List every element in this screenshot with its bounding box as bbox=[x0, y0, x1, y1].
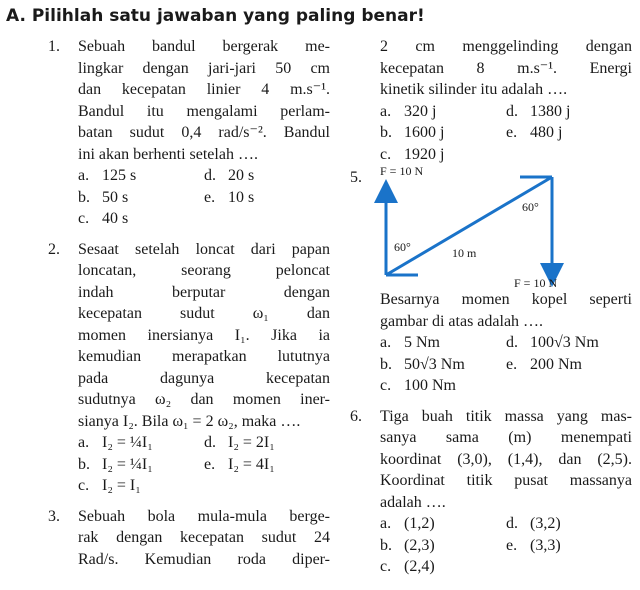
option-d[interactable] bbox=[506, 332, 632, 354]
question-text bbox=[346, 289, 632, 332]
couple-diagram bbox=[338, 167, 632, 289]
option-c[interactable] bbox=[380, 556, 506, 578]
text-line: 2 cm menggelinding dengan bbox=[380, 38, 632, 55]
text-line: kecepatan sudut ω₁ dan bbox=[78, 305, 330, 322]
option-letter: c. bbox=[380, 377, 392, 394]
option-text: I₂ = 2I₁ bbox=[228, 434, 275, 451]
text-line: sianya I₂. Bila ω₁ = 2 ω₂, maka …. bbox=[78, 412, 301, 430]
answer-options bbox=[78, 432, 330, 497]
option-b[interactable] bbox=[380, 354, 506, 376]
text-line: lingkar dengan jari-jari 50 cm bbox=[78, 59, 330, 77]
angle-left-label: 60° bbox=[394, 240, 411, 254]
text-line: kemudian merapatkan lututnya bbox=[78, 348, 330, 365]
option-letter: d. bbox=[204, 434, 216, 451]
text-line: sudutnya ω₂ dan momen iner- bbox=[78, 391, 330, 408]
option-letter: e. bbox=[506, 355, 518, 373]
option-text: 100√3 Nm bbox=[530, 334, 599, 351]
text-line: loncatan, seorang peloncat bbox=[78, 262, 330, 279]
question-text bbox=[78, 506, 330, 571]
text-line: Bandul itu mengalami perlam- bbox=[78, 102, 330, 120]
option-text: I₂ = ¼I₁ bbox=[102, 455, 153, 473]
question-1 bbox=[40, 36, 330, 230]
beam-line bbox=[386, 177, 552, 275]
option-text: 1920 j bbox=[404, 145, 445, 163]
option-a[interactable] bbox=[78, 432, 204, 454]
option-text: (2,4) bbox=[404, 558, 435, 575]
question-number: 2. bbox=[48, 240, 60, 258]
question-text bbox=[78, 239, 330, 433]
option-letter: b. bbox=[78, 188, 90, 206]
option-text: 50 s bbox=[102, 188, 129, 206]
option-d[interactable] bbox=[204, 432, 330, 454]
question-2 bbox=[40, 239, 330, 497]
text-line: indah berputar dengan bbox=[78, 283, 330, 301]
option-text: 40 s bbox=[102, 210, 129, 227]
option-letter: a. bbox=[380, 334, 392, 351]
option-letter: e. bbox=[204, 455, 216, 473]
option-letter: c. bbox=[380, 145, 392, 163]
option-letter: e. bbox=[506, 124, 518, 141]
option-text: 20 s bbox=[228, 167, 255, 184]
option-c[interactable] bbox=[78, 208, 204, 230]
option-text: 50√3 Nm bbox=[404, 355, 465, 373]
section-heading: A. Pilihlah satu jawaban yang paling benar! bbox=[6, 6, 425, 26]
option-text: (3,3) bbox=[530, 536, 561, 554]
option-letter: b. bbox=[380, 124, 392, 141]
right-column bbox=[346, 36, 632, 587]
answer-options bbox=[380, 513, 632, 578]
option-text: I₂ = ¼I₁ bbox=[102, 434, 153, 451]
option-c[interactable] bbox=[78, 475, 204, 497]
option-e[interactable] bbox=[506, 122, 632, 144]
option-b[interactable] bbox=[78, 454, 204, 476]
option-text: 125 s bbox=[102, 167, 137, 184]
option-letter: b. bbox=[78, 455, 90, 473]
option-letter: a. bbox=[78, 167, 90, 184]
option-a[interactable] bbox=[78, 165, 204, 187]
option-letter: e. bbox=[506, 536, 518, 554]
option-text: 480 j bbox=[530, 124, 563, 141]
text-line: gambar di atas adalah …. bbox=[380, 312, 544, 330]
option-letter: e. bbox=[204, 188, 216, 206]
option-letter: b. bbox=[380, 536, 392, 554]
text-line: rak dengan kecepatan sudut 24 bbox=[78, 529, 330, 546]
question-number: 6. bbox=[350, 407, 362, 425]
option-b[interactable] bbox=[380, 122, 506, 144]
option-letter: d. bbox=[506, 334, 518, 351]
option-text: 5 Nm bbox=[404, 334, 440, 351]
option-letter: c. bbox=[380, 558, 392, 575]
option-text: 200 Nm bbox=[530, 355, 582, 373]
option-d[interactable] bbox=[204, 165, 330, 187]
text-line: Besarnya momen kopel seperti bbox=[380, 291, 632, 308]
text-line: Sesaat setelah loncat dari papan bbox=[78, 240, 330, 258]
option-a[interactable] bbox=[380, 513, 506, 535]
option-e[interactable] bbox=[204, 454, 330, 476]
option-e[interactable] bbox=[204, 187, 330, 209]
option-text: 100 Nm bbox=[404, 377, 456, 394]
option-letter: a. bbox=[380, 102, 392, 120]
question-number: 1. bbox=[48, 38, 60, 55]
text-line: sanya sama (m) menempati bbox=[380, 429, 632, 446]
text-line: Sebuah bandul bergerak me- bbox=[78, 38, 330, 55]
option-e[interactable] bbox=[506, 535, 632, 557]
option-b[interactable] bbox=[78, 187, 204, 209]
question-number: 3. bbox=[48, 507, 60, 525]
option-text: I₂ = I₁ bbox=[102, 477, 141, 494]
option-letter: a. bbox=[380, 515, 392, 532]
text-line: pada dagunya kecepatan bbox=[78, 369, 330, 387]
question-4-continuation bbox=[346, 36, 632, 165]
option-letter: d. bbox=[506, 102, 518, 120]
left-column bbox=[40, 36, 330, 579]
option-text: I₂ = 4I₁ bbox=[228, 455, 275, 473]
option-a[interactable] bbox=[380, 101, 506, 123]
length-label: 10 m bbox=[452, 246, 477, 260]
text-line: ini akan berhenti setelah …. bbox=[78, 145, 258, 163]
option-letter: c. bbox=[78, 477, 90, 494]
option-b[interactable] bbox=[380, 535, 506, 557]
answer-options bbox=[346, 332, 632, 397]
option-letter: d. bbox=[506, 515, 518, 532]
answer-options bbox=[78, 165, 330, 230]
text-line: Koordinat titik pusat massanya bbox=[380, 472, 632, 489]
option-text: 10 s bbox=[228, 188, 255, 206]
option-text: (2,3) bbox=[404, 536, 435, 554]
text-line: momen inersianya I₁. Jika ia bbox=[78, 326, 330, 344]
text-line: Sebuah bola mula-mula berge- bbox=[78, 507, 330, 525]
force-bottom-label: F = 10 N bbox=[514, 276, 558, 289]
option-text: (3,2) bbox=[530, 515, 561, 532]
option-d[interactable] bbox=[506, 513, 632, 535]
option-text: 1600 j bbox=[404, 124, 445, 141]
option-text: 1380 j bbox=[530, 102, 571, 120]
question-3 bbox=[40, 506, 330, 571]
text-line: koordinat (3,0), (1,4), dan (2,5). bbox=[380, 450, 632, 468]
text-line: adalah …. bbox=[380, 493, 446, 511]
option-e[interactable] bbox=[506, 354, 632, 376]
option-letter: d. bbox=[204, 167, 216, 184]
text-line: batan sudut 0,4 rad/s⁻². Bandul bbox=[78, 124, 330, 141]
couple-diagram-svg bbox=[338, 167, 598, 289]
text-line: dan kecepatan linier 4 m.s⁻¹. bbox=[78, 81, 330, 98]
option-a[interactable] bbox=[380, 332, 506, 354]
question-6 bbox=[346, 406, 632, 578]
force-top-label: F = 10 N bbox=[380, 167, 424, 178]
option-letter: a. bbox=[78, 434, 90, 451]
question-number: 5. bbox=[350, 169, 362, 186]
text-line: kecepatan 8 m.s⁻¹. Energi bbox=[380, 59, 632, 77]
text-line: Rad/s. Kemudian roda diper- bbox=[78, 550, 330, 568]
angle-right-label: 60° bbox=[522, 200, 539, 214]
question-text bbox=[380, 406, 632, 514]
option-c[interactable] bbox=[380, 375, 506, 397]
option-text: (1,2) bbox=[404, 515, 435, 532]
option-letter: b. bbox=[380, 355, 392, 373]
answer-options bbox=[380, 101, 632, 166]
option-text: 320 j bbox=[404, 102, 437, 120]
option-d[interactable] bbox=[506, 101, 632, 123]
text-line: kinetik silinder itu adalah …. bbox=[380, 81, 568, 98]
question-5 bbox=[346, 167, 632, 397]
text-line: Tiga buah titik massa yang mas- bbox=[380, 407, 632, 425]
option-c[interactable] bbox=[380, 144, 506, 166]
question-text bbox=[78, 36, 330, 165]
option-letter: c. bbox=[78, 210, 90, 227]
